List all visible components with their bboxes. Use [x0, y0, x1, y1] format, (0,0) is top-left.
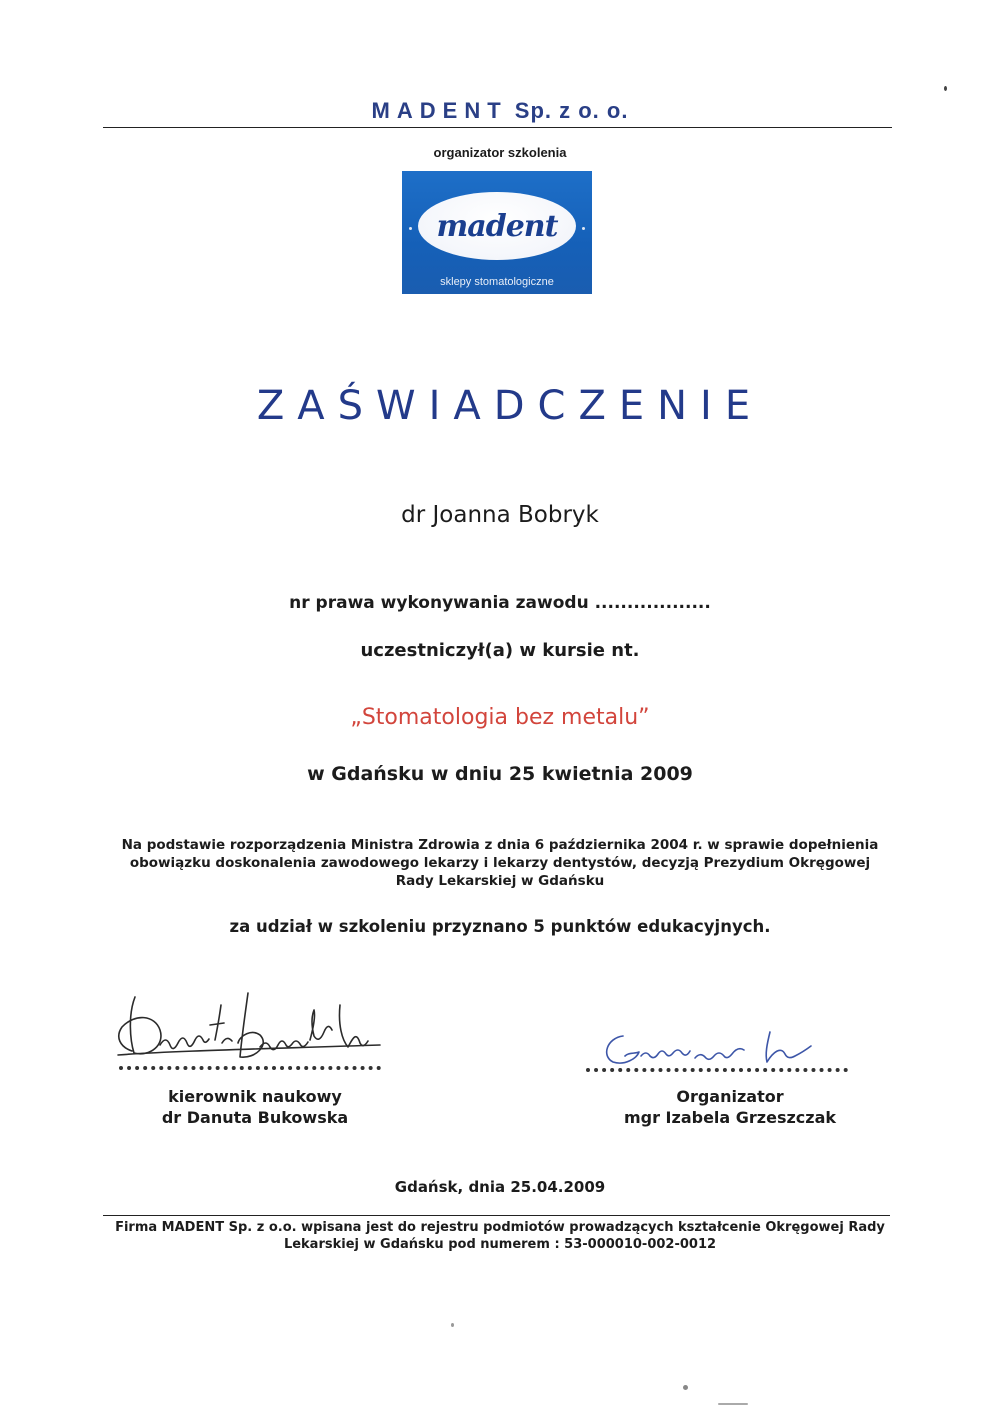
signatory-right-role: Organizator — [676, 1087, 784, 1106]
registry-footnote: Firma MADENT Sp. z o.o. wpisana jest do rejestru podmiotów prowadzących kształcenie Okręgowej Rady Lekarskiej w Gdańsku pod numerem : 53-000010-002-0012 — [115, 1220, 885, 1252]
signatory-left — [110, 1086, 400, 1128]
company-suffix: Sp. z o. o. — [514, 98, 629, 123]
scan-speck — [451, 1323, 454, 1327]
logo-dot-right — [582, 227, 585, 230]
legal-basis-paragraph: Na podstawie rozporządzenia Ministra Zdrowia z dnia 6 października 2004 r. w sprawie dopełnienia obowiązku doskonalenia zawodowego lekarzy i lekarzy dentystów, decyzją Prezydium Okręgowej Rady Lekarskiej w Gdańsku — [121, 837, 879, 889]
company-header — [0, 98, 1000, 124]
signatory-right — [570, 1086, 890, 1128]
footer-rule — [103, 1215, 890, 1216]
company-name: MADENT — [371, 98, 508, 123]
header-rule — [103, 127, 892, 128]
signature-line-right — [586, 1068, 848, 1072]
scan-speck — [944, 86, 947, 91]
license-number-line: nr prawa wykonywania zawodu .................. — [289, 593, 711, 613]
issue-place-date: Gdańsk, dnia 25.04.2009 — [394, 1178, 606, 1196]
scan-speck — [683, 1385, 688, 1390]
recipient-name: dr Joanna Bobryk — [401, 502, 599, 528]
logo-wordmark: madent — [436, 208, 558, 244]
signatory-right-name: mgr Izabela Grzeszczak — [623, 1108, 837, 1127]
course-place-date: w Gdańsku w dniu 25 kwietnia 2009 — [307, 763, 693, 785]
signatory-left-role: kierownik naukowy — [168, 1087, 342, 1106]
signatory-left-name: dr Danuta Bukowska — [161, 1108, 349, 1127]
scan-speck — [718, 1403, 748, 1405]
madent-logo — [402, 171, 592, 294]
logo-tagline: sklepy stomatologiczne — [440, 276, 554, 288]
logo-oval — [418, 192, 576, 260]
certificate-title: ZAŚWIADCZENIE — [256, 383, 764, 429]
signature-left — [110, 985, 390, 1070]
participated-line: uczestniczył(a) w kursie nt. — [360, 640, 640, 661]
points-awarded-line: za udział w szkoleniu przyznano 5 punktów edukacyjnych. — [229, 917, 771, 936]
signature-right — [595, 1022, 835, 1072]
course-title: „Stomatologia bez metalu” — [350, 705, 650, 730]
organizer-label: organizator szkolenia — [433, 145, 567, 160]
signature-line-left — [119, 1066, 381, 1070]
logo-dot-left — [409, 227, 412, 230]
